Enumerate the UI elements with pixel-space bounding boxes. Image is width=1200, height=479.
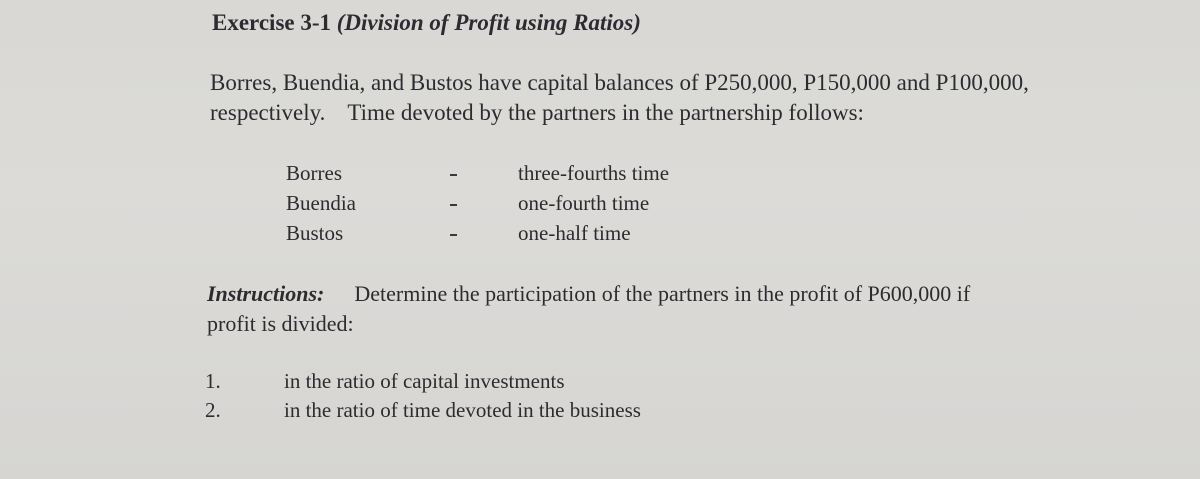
list-item-text: in the ratio of capital investments [284,369,565,393]
partner-time: one-half time [518,221,631,245]
dash-separator [450,218,460,248]
list-item-number: 1. [205,369,221,393]
exercise-title [212,10,641,36]
exercise-number: Exercise 3-1 [212,10,332,35]
list-item-text: in the ratio of time devoted in the business [284,398,641,422]
partner-name: Borres [286,161,342,185]
instructions-line-2: profit is divided: [207,311,354,336]
partner-time: three-fourths time [518,161,670,185]
exercise-subtitle: (Division of Profit using Ratios) [336,10,641,35]
problem-line-1: Borres, Buendia, and Bustos have capital balances of P250,000, P150,000 and P100,000, [210,70,1029,95]
problem-statement [210,68,1170,128]
partner-name: Bustos [286,221,344,245]
instructions-text-1: Determine the participation of the partners in the profit of P600,000 if [354,281,971,306]
dash-separator [450,188,460,218]
instructions-line-1 [207,279,1167,309]
partner-time: one-fourth time [518,191,650,215]
list-item-number: 2. [205,398,221,422]
problem-line-2b: Time devoted by the partners in the partnership follows: [347,100,864,125]
problem-line-2a: respectively. [210,100,326,125]
dash-separator [450,158,460,188]
instructions [207,279,1167,339]
problem-line-2 [210,98,1170,128]
partner-name: Buendia [286,191,356,215]
instructions-label: Instructions: [207,281,325,306]
